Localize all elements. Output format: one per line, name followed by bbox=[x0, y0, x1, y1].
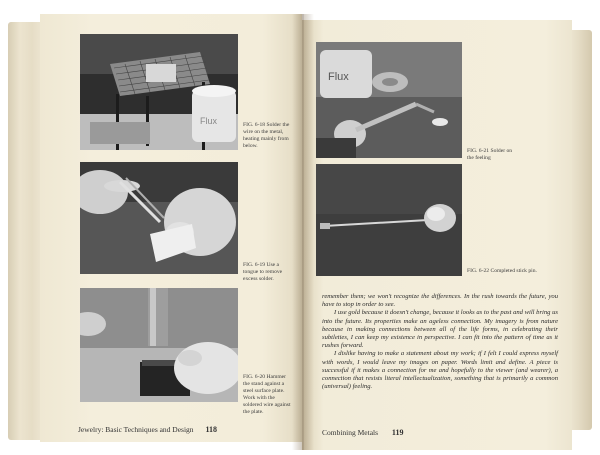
page-number-left: 118 bbox=[205, 425, 217, 434]
photo-hammering-pin bbox=[80, 288, 238, 402]
photo-tweezers-removing-solder bbox=[80, 162, 238, 274]
photo-completed-stick-pin bbox=[316, 164, 462, 276]
photo-torch-soldering bbox=[316, 42, 462, 158]
figure-photo-6-19 bbox=[80, 162, 238, 274]
paragraph: I dislike having to make a statement about my work; if I felt I could express myself with words, I would leave my images on paper. Words limit and define. A piece is successful if it makes a connection for me and hopefully to the viewer (and wearer), a connection that resists literal intellectualization, something that is primarily a common (universal) feeling. bbox=[322, 350, 558, 391]
figure-caption-6-21: FIG. 6-21 Solder on the feeling bbox=[467, 148, 513, 161]
figure-photo-6-22 bbox=[316, 164, 462, 276]
figure-caption-6-22: FIG. 6-22 Completed stick pin. bbox=[467, 268, 537, 274]
essay-text bbox=[322, 293, 558, 391]
photo-soldering-on-mesh bbox=[80, 34, 238, 150]
running-head-right: Combining Metals bbox=[322, 428, 379, 437]
figure-photo-6-20 bbox=[80, 288, 238, 402]
figure-caption-6-20: FIG. 6-20 Hammer the stand against a steel surface plate. Work with the soldered wire against the plate. bbox=[243, 374, 291, 415]
figure-photo-6-21 bbox=[316, 42, 462, 158]
paragraph: remember them; we won't recognize the differences. In the rush towards the future, you have to stop in order to see. bbox=[322, 293, 558, 309]
figure-caption-6-18: FIG. 6-18 Solder the wire on the metal, heating mainly from below. bbox=[243, 122, 290, 149]
running-head-left: Jewelry: Basic Techniques and Design bbox=[78, 425, 194, 434]
flux-jar-label-right: Flux bbox=[328, 71, 349, 83]
figure-caption-6-19: FIG. 6-19 Use a tongue to remove excess solder. bbox=[243, 262, 283, 282]
figure-photo-6-18 bbox=[80, 34, 238, 150]
paragraph: I use gold because it doesn't change, because it looks as to the past and will bring us into the future. Its properties make an ageless connection. My imagery is from nature because in making connections between all of the life forms, in celebrating their subtleties, I can keep my existence in perspective. I can fit into the pattern of time as it rushes forward. bbox=[322, 309, 558, 350]
page-number-right: 119 bbox=[391, 428, 404, 437]
right-page-footer bbox=[322, 428, 403, 437]
left-page-footer bbox=[78, 425, 217, 434]
flux-jar-label: Flux bbox=[200, 116, 218, 126]
book-gutter bbox=[292, 14, 314, 450]
